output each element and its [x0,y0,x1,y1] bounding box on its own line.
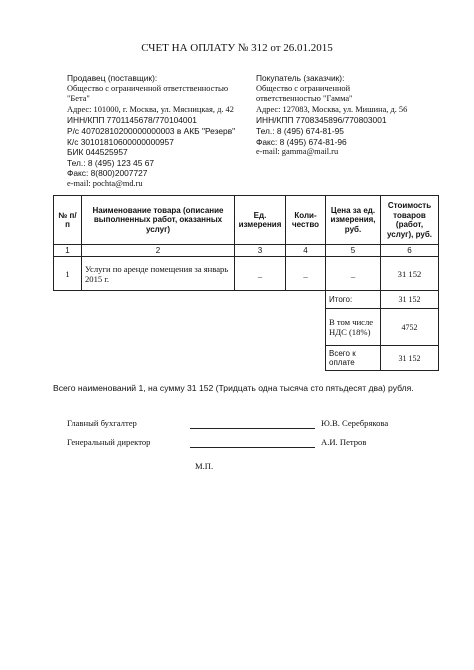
invoice-table [53,195,439,371]
seller-block [67,73,235,190]
seller-heading: Продавец (поставщик): [67,73,158,83]
table-row [54,257,439,291]
stamp-place: М.П. [195,461,214,471]
header-price: Цена за ед. измерения, руб. [326,196,381,245]
buyer-fax: Факс: 8 (495) 674-81-96 [256,136,347,147]
due-value: 31 152 [381,346,439,371]
accountant-name: Ю.В. Серебрякова [321,418,389,428]
buyer-heading: Покупатель (заказчик): [256,73,345,83]
seller-bik: БИК 044525957 [67,147,128,158]
buyer-block [256,73,407,158]
header-no: № п/п [54,196,82,245]
invoice-title: СЧЕТ НА ОПЛАТУ № 312 от 26.01.2015 [141,42,333,54]
row-cost: 31 152 [381,257,439,291]
buyer-name-line2: ответственностью "Гамма" [256,94,353,104]
director-name: А.И. Петров [321,437,367,447]
buyer-name-line1: Общество с ограниченной [256,83,351,93]
column-number-row [54,245,439,257]
seller-email: e-mail: pochta@md.ru [67,178,143,188]
row-name: Услуги по аренде помещения за январь 2015 г. [82,257,235,291]
row-price: _ [326,257,381,291]
buyer-inn-kpp: ИНН/КПП 7708345896/770803001 [256,115,387,126]
total-in-words: Всего наименований 1, на сумму 31 152 (Тридцать одна тысяча сто пятьдесят два) рубля. [53,383,414,393]
seller-fax: Факс: 8(800)2007727 [67,168,148,179]
header-unit: Ед. измерения [235,196,286,245]
header-qty: Коли-чество [286,196,326,245]
vat-label: В том числе НДС (18%) [326,309,381,346]
seller-name-line1: Общество с ограниченной ответственностью [67,83,229,93]
seller-account: Р/с 40702810200000000003 в АКБ "Резерв" [67,125,236,136]
seller-corr-account: К/с 30101810600000000957 [67,136,174,147]
buyer-email: e-mail: gamma@mail.ru [256,147,339,157]
director-role: Генеральный директор [67,437,151,447]
column-number: 1 [54,245,82,257]
seller-address: Адрес: 101000, г. Москва, ул. Мясницкая, д. 42 [67,104,234,114]
accountant-signature-line [190,428,315,429]
accountant-role: Главный бухгалтер [67,418,137,428]
total-row [54,291,439,309]
total-value: 31 152 [381,291,439,309]
table-header-row [54,196,439,245]
header-cost: Стоимость товаров (работ, услуг), руб. [381,196,439,245]
column-number: 2 [82,245,235,257]
seller-inn-kpp: ИНН/КПП 7701145678/770104001 [67,115,197,126]
due-row [54,346,439,371]
column-number: 3 [235,245,286,257]
header-name: Наименование товара (описание выполненных работ, оказанных услуг) [82,196,235,245]
row-qty: _ [286,257,326,291]
vat-row [54,309,439,346]
director-signature-line [190,447,315,448]
buyer-phone: Тел.: 8 (495) 674-81-95 [256,125,344,136]
column-number: 5 [326,245,381,257]
vat-value: 4752 [381,309,439,346]
due-label: Всего к оплате [326,346,381,371]
total-label: Итого: [326,291,381,309]
seller-name-line2: "Бета" [67,94,90,104]
column-number: 4 [286,245,326,257]
row-no: 1 [54,257,82,291]
column-number: 6 [381,245,439,257]
buyer-address: Адрес: 127083, Москва, ул. Мишина, д. 56 [256,104,408,114]
seller-phone: Тел.: 8 (495) 123 45 67 [67,157,155,168]
row-unit: _ [235,257,286,291]
